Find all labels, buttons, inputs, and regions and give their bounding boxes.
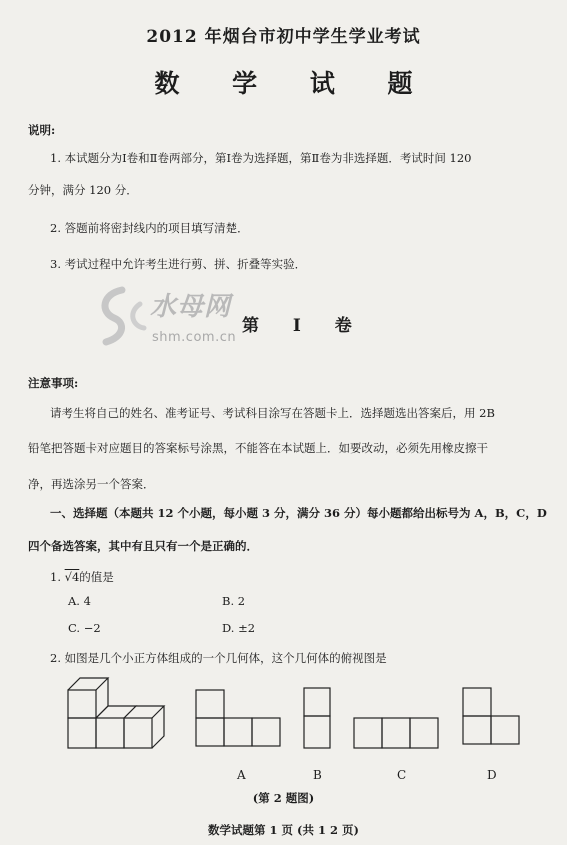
- figure-label-c: C: [397, 768, 407, 782]
- instruction-item-3: 3. 考试过程中允许考生进行剪、拼、折叠等实验．: [50, 257, 307, 271]
- watermark-url: shm.com.cn: [152, 330, 237, 345]
- watermark-brand: 水母网: [150, 292, 232, 322]
- question-text: 的值是: [79, 570, 114, 584]
- instructions-heading: 说明:: [28, 123, 56, 137]
- question-1-option-d: D. ±2: [222, 621, 256, 635]
- question-1-option-c: C. −2: [68, 621, 101, 635]
- instruction-item-1: 1. 本试题分为Ⅰ卷和Ⅱ卷两部分，第Ⅰ卷为选择题，第Ⅱ卷为非选择题．考试时间 120: [50, 151, 472, 165]
- option-b-view: [304, 688, 330, 748]
- figure-label-b: B: [313, 768, 322, 782]
- instruction-item-1-cont: 分钟，满分 120 分．: [28, 183, 138, 197]
- solid-figure: [68, 678, 164, 748]
- question-1-option-a: A. 4: [68, 594, 91, 608]
- option-c-view: [354, 718, 438, 748]
- question-1-stem: [50, 569, 114, 585]
- figure-label-d: D: [487, 768, 497, 782]
- section-1-heading: 一、选择题（本题共 12 个小题，每小题 3 分，满分 36 分）每小题都给出标号为 A，B，C，D: [50, 506, 547, 520]
- question-2-figures: [0, 670, 567, 788]
- question-2-stem: 2. 如图是几个小正方体组成的一个几何体，这个几何体的俯视图是: [50, 651, 387, 665]
- part-title: 第 Ⅰ 卷: [242, 316, 366, 336]
- notes-line-1: 请考生将自己的姓名、准考证号、考试科目涂写在答题卡上．选择题选出答案后，用 2B: [50, 406, 495, 420]
- question-1-option-b: B. 2: [222, 594, 246, 608]
- math-radical: √4: [64, 570, 80, 584]
- option-a-view: [196, 690, 280, 746]
- figure-label-a: A: [237, 768, 246, 782]
- section-1-heading-cont: 四个备选答案，其中有且只有一个是正确的．: [28, 539, 258, 553]
- notes-heading: 注意事项:: [28, 376, 79, 390]
- option-d-view: [463, 688, 519, 744]
- question-number: 1.: [50, 570, 61, 584]
- notes-line-2: 铅笔把答题卡对应题目的答案标号涂黑，不能答在本试题上．如要改动，必须先用橡皮擦干: [28, 441, 488, 455]
- page-footer: 数学试题第 1 页 (共 1 2 页): [208, 823, 359, 837]
- exam-title: 2012 年烟台市初中学生学业考试: [146, 27, 421, 47]
- figure-caption: (第 2 题图): [252, 791, 315, 805]
- instruction-item-2: 2. 答题前将密封线内的项目填写清楚．: [50, 221, 249, 235]
- exam-subtitle: 数 学 试 题: [154, 69, 435, 98]
- notes-line-3: 净，再选涂另一个答案．: [28, 477, 155, 491]
